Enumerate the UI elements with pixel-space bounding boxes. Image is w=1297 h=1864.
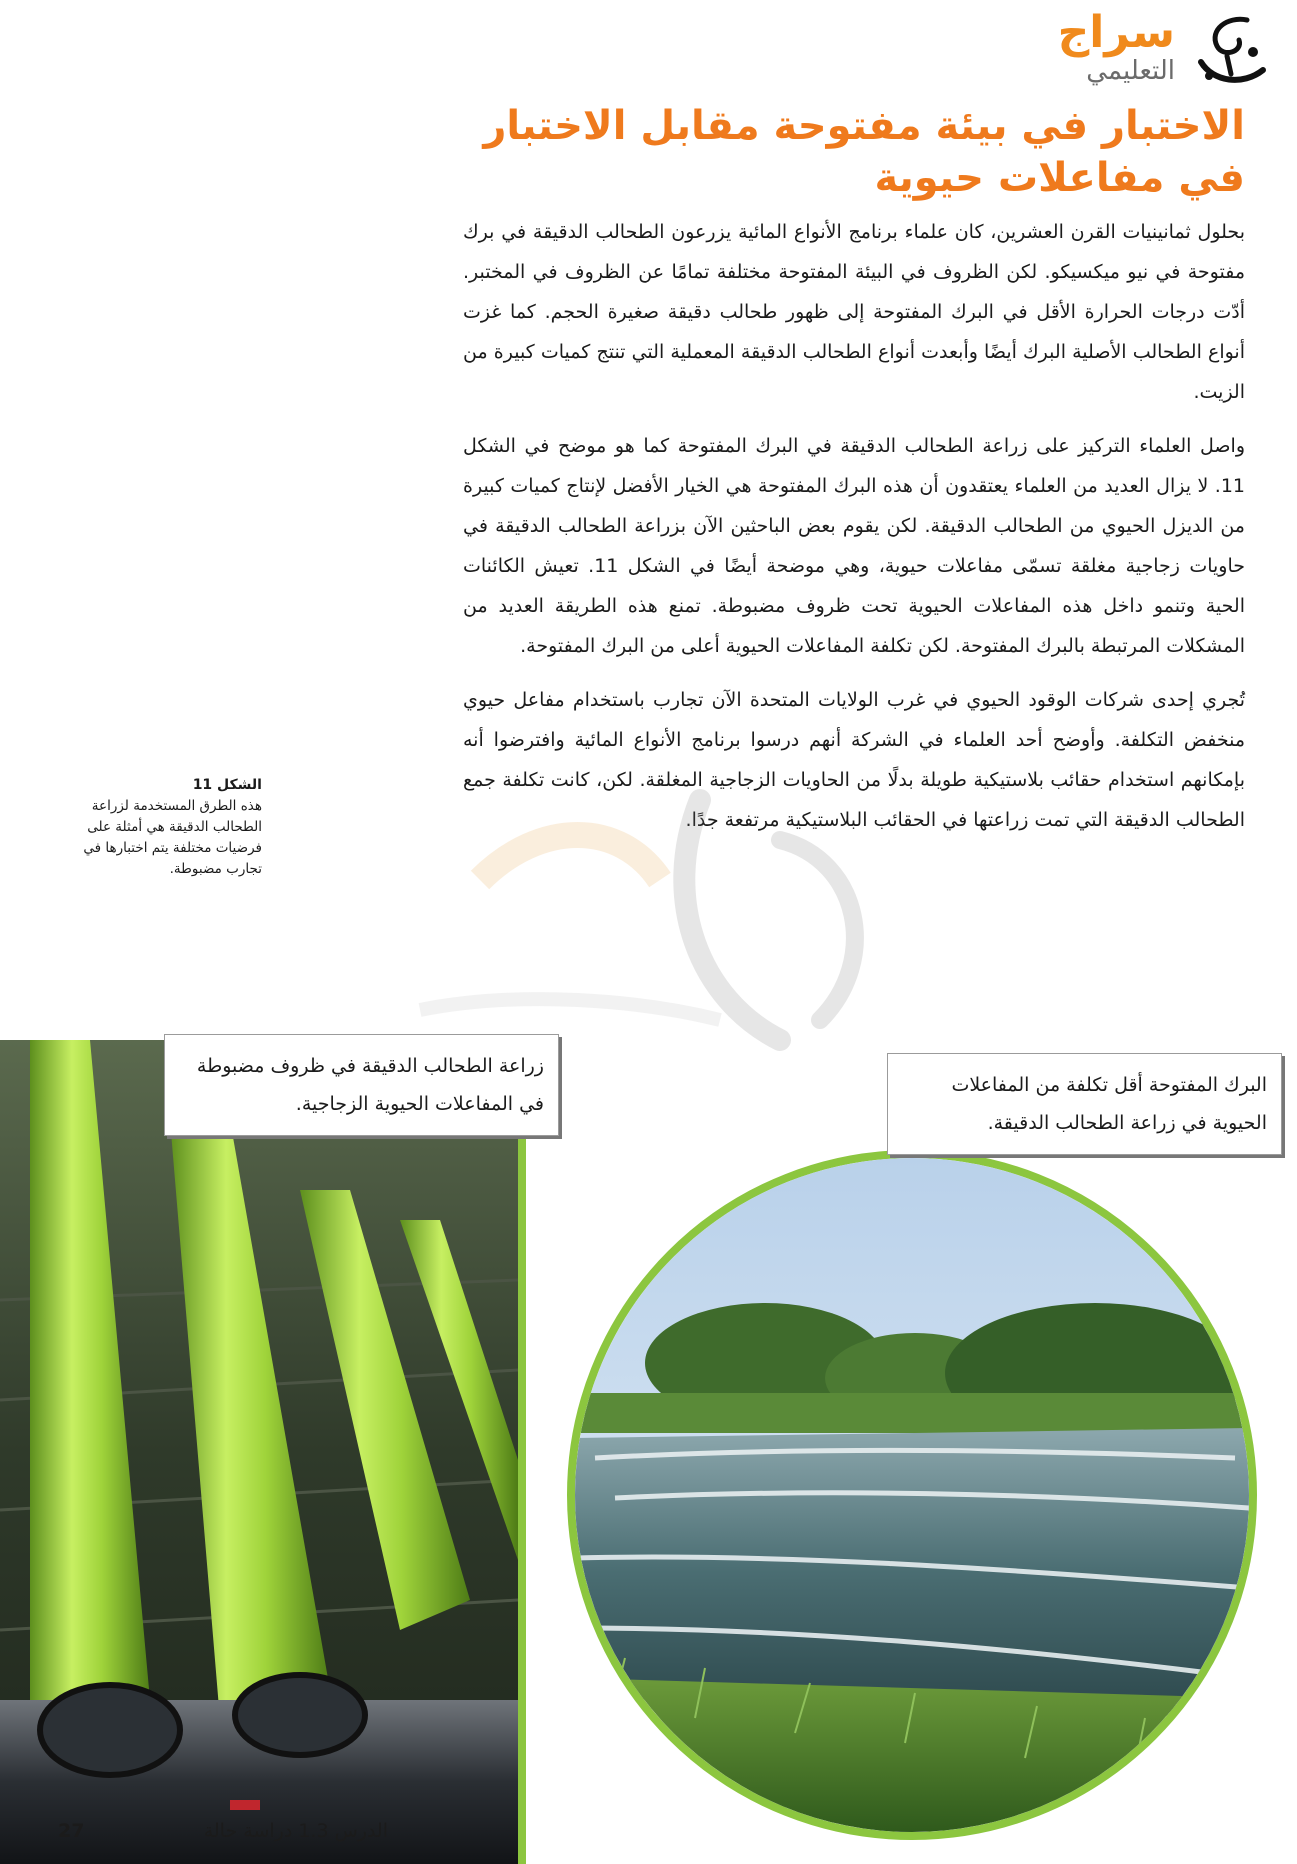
bioreactor-photo — [0, 1040, 526, 1864]
body-text — [463, 212, 1245, 854]
page-number: 27 — [58, 1820, 85, 1842]
figure-caption — [67, 775, 262, 880]
paragraph-1: بحلول ثمانينيات القرن العشرين، كان علماء برنامج الأنواع المائية يزرعون الطحالب الدقيقة في برك مفتوحة في نيو ميكسيكو. لكن الظروف في البيئة المفتوحة مختلفة تمامًا عن الظروف في المختبر. أدّت درجات الحرارة الأقل في البرك المفتوحة إلى ظهور طحالب دقيقة صغيرة الحجم. كما غزت أنواع الطحالب الأصلية البرك أيضًا وأبعدت أنواع الطحالب الدقيقة المعملية التي تنتج كميات كبيرة من الزيت. — [463, 221, 1245, 403]
logo-brand-text: سراج — [1057, 7, 1175, 58]
bioreactor-illustration — [0, 1040, 518, 1864]
figure-label: الشكل 11 — [192, 777, 262, 793]
bioreactor-callout: زراعة الطحالب الدقيقة في ظروف مضبوطة في المفاعلات الحيوية الزجاجية. — [164, 1034, 559, 1136]
figure-caption-text: هذه الطرق المستخدمة لزراعة الطحالب الدقيقة هي أمثلة على فرضيات مختلفة يتم اختبارها في تجارب مضبوطة. — [83, 798, 262, 877]
section-title: الاختبار في بيئة مفتوحة مقابل الاختبار في مفاعلات حيوية — [483, 103, 1245, 201]
open-pond-photo — [567, 1150, 1257, 1840]
paragraph-3: تُجري إحدى شركات الوقود الحيوي في غرب الولايات المتحدة الآن تجارب باستخدام مفاعل حيوي منخفض التكلفة. وأوضح أحد العلماء في الشركة أنهم درسوا برنامج الأنواع المائية وافترضوا أنه بإمكانهم استخدام حقائب بلاستيكية طويلة بدلًا من الحاويات الزجاجية المغلقة. لكن، كانت تكلفة جمع الطحالب الدقيقة التي تمت زراعتها في الحقائب البلاستيكية مرتفعة جدًا. — [463, 689, 1245, 831]
calligraphy-logo-icon — [1187, 12, 1273, 92]
open-pond-illustration — [575, 1158, 1249, 1832]
page-footer — [58, 1820, 388, 1850]
logo-sub-text: التعليمي — [1086, 56, 1175, 86]
paragraph-2: واصل العلماء التركيز على زراعة الطحالب الدقيقة في البرك المفتوحة كما هو موضح في الشكل 11. لا يزال العديد من العلماء يعتقدون أن هذه البرك المفتوحة هي الخيار الأفضل لإنتاج كميات كبيرة من الديزل الحيوي من الطحالب الدقيقة. لكن يقوم بعض الباحثين الآن بزراعة الطحالب الدقيقة في حاويات زجاجية مغلقة تسمّى مفاعلات حيوية، وهي موضحة أيضًا في الشكل 11. تعيش الكائنات الحية وتنمو داخل هذه المفاعلات الحيوية تحت ظروف مضبوطة. تمنع هذه الطريقة العديد من المشكلات المرتبطة بالبرك المفتوحة. لكن تكلفة المفاعلات الحيوية أعلى من البرك المفتوحة. — [463, 435, 1245, 657]
publisher-logo — [1034, 6, 1279, 98]
open-pond-callout: البرك المفتوحة أقل تكلفة من المفاعلات الحيوية في زراعة الطحالب الدقيقة. — [887, 1053, 1282, 1155]
lesson-label: الدرس 1.3 دراسة حالة — [203, 1820, 388, 1842]
